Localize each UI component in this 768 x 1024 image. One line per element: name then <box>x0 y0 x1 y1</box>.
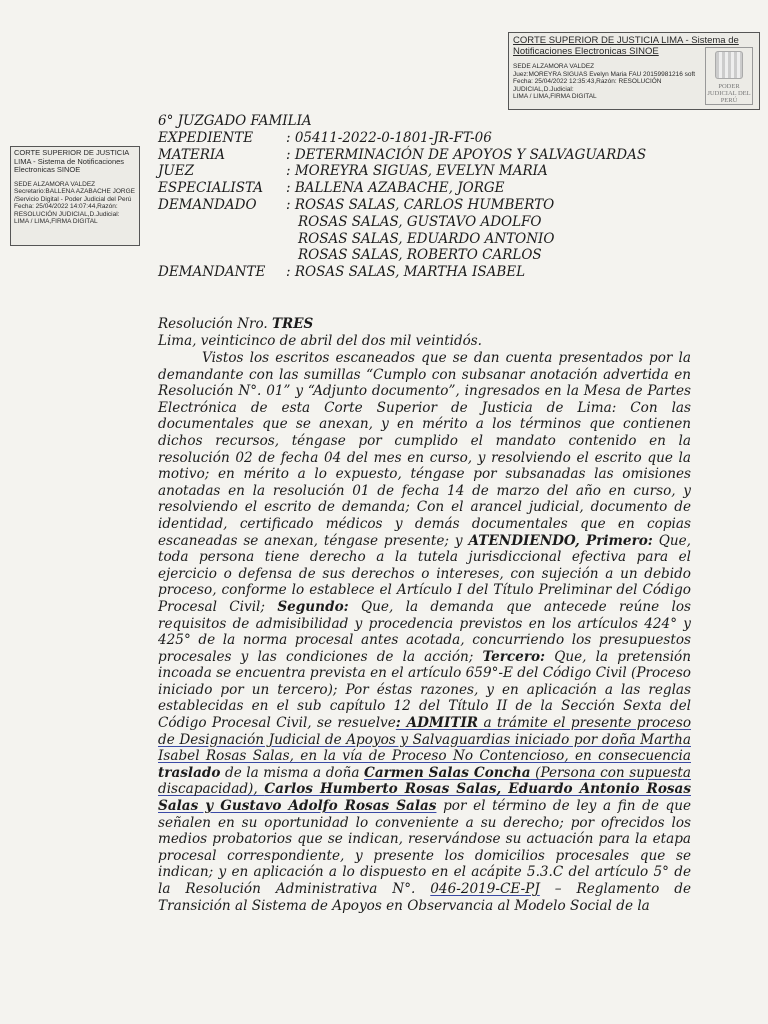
header-value: : MOREYRA SIGUAS, EVELYN MARIA <box>286 163 548 180</box>
header-row-demandado-cont <box>158 247 718 264</box>
body-bold: Segundo: <box>277 598 349 615</box>
header-row-juez <box>158 163 718 180</box>
stamp-line: Fecha: 25/04/2022 12:35:43,Razón: RESOLUCIÓN JUDICIAL,D.Judicial: <box>513 78 662 93</box>
header-value: : BALLENA AZABACHE, JORGE <box>286 180 505 197</box>
poder-judicial-logo <box>705 47 753 105</box>
header-label: EXPEDIENTE <box>158 129 254 146</box>
resolution-label: Resolución Nro. <box>158 316 268 332</box>
body-bold-admitir: : ADMITIR <box>395 715 479 732</box>
body-bold-traslado: traslado <box>158 764 221 781</box>
header-label: DEMANDANTE <box>158 264 266 281</box>
stamp-line: SEDE ALZAMORA VALDEZ <box>513 63 595 70</box>
header-row-demandante <box>158 264 718 281</box>
crest-icon <box>715 51 743 79</box>
header-label: JUEZ <box>158 163 195 180</box>
header-label: ESPECIALISTA <box>158 180 264 197</box>
header-value: ROSAS SALAS, EDUARDO ANTONIO <box>298 230 555 247</box>
body-text: Que, la demanda que antecede reúne los requisitos de admisibilidad y procedencia previstos en los artículos 424° y 425° de la norma procesal antes acotada, concurriendo los presupuestos procesales y las condiciones de la acción; <box>158 598 691 665</box>
body-text: Que, la pretensión incoada se encuentra prevista en el artículo 659°-E del Código Civil (Proceso iniciado por un tercero); Por éstas razones, y en aplicación a las reglas establecidas en el sub capítulo 12 del Título II de la Sección Sexta del Código Procesal Civil, se resuelve <box>158 648 691 732</box>
body-text-ra-number: 046-2019-CE-PJ <box>430 881 540 897</box>
stamp-line: Secretario:BALLENA AZABACHE JORGE /Servicio Digital - Poder Judicial del Perú <box>14 188 136 203</box>
stamp-details <box>513 63 713 101</box>
header-value: : DETERMINACIÓN DE APOYOS Y SALVAGUARDAS <box>286 146 647 163</box>
body-text-underlined: a trámite el presente proceso de Designación Judicial de Apoyos y Salvaguardias iniciado por doña Martha Isabel Rosas Salas, en la vía de Proceso No Contencioso, en consecuencia <box>158 715 692 765</box>
header-row-materia <box>158 147 718 164</box>
stamp-line: Juez:MOREYRA SIGUAS Evelyn Maria FAU 20159981216 soft <box>513 70 696 78</box>
digital-signature-stamp-secretary <box>10 146 140 246</box>
resolution-heading <box>158 316 718 350</box>
stamp-line: SEDE ALZAMORA VALDEZ <box>14 180 96 188</box>
header-row-demandado <box>158 197 718 214</box>
resolution-number-line <box>158 316 718 333</box>
header-row-especialista <box>158 180 718 197</box>
body-bold-carmen: Carmen Salas Concha <box>364 764 531 781</box>
stamp-line: Fecha: 25/04/2022 14:07:44,Razón: RESOLUCIÓN JUDICIAL,D.Judicial: LIMA / LIMA,FIRMA DIGITAL <box>14 203 120 225</box>
header-value: : ROSAS SALAS, MARTHA ISABEL <box>286 264 526 281</box>
body-bold: Tercero: <box>482 648 546 665</box>
header-label: DEMANDADO <box>158 196 257 213</box>
header-label: MATERIA <box>158 146 225 163</box>
header-value: : 05411-2022-0-1801-JR-FT-06 <box>286 129 492 146</box>
body-text: Que, toda persona tiene derecho a la tutela jurisdiccional efectiva para el ejercicio o defensa de sus derechos o intereses, con sujeción a un debido proceso, conforme lo establece el Artículo I del Título Preliminar del Código Procesal Civil; <box>158 532 691 615</box>
header-row-demandado-cont <box>158 214 718 231</box>
logo-text: PODER JUDICIAL DEL PERÚ <box>707 83 751 104</box>
resolution-body <box>158 350 691 914</box>
body-text-underlined: (Persona con supuesta discapacidad), <box>158 764 691 798</box>
stamp-line: LIMA / LIMA,FIRMA DIGITAL <box>513 93 597 100</box>
body-text: por el término de ley a fin de que señalen en su oportunidad lo conveniente a su derecho; por ofrecidos los medios probatorios que se indican, reservándose su actuación para la etapa procesal correspondiente, y presente los domicilios procesales que se indican; y en aplicación a lo dispuesto en el acápite 5.3.C del artículo 5° de la Resolución Administrativa N°. <box>158 798 692 897</box>
header-value: : ROSAS SALAS, CARLOS HUMBERTO <box>286 196 555 213</box>
body-text: – Reglamento de Transición al Sistema de Apoyos en Observancia al Modelo Social de la <box>158 881 692 914</box>
stamp-title: CORTE SUPERIOR DE JUSTICIA LIMA - Sistema de Notificaciones Electronicas SINOE <box>14 148 129 174</box>
court-name: 6° JUZGADO FAMILIA <box>158 113 312 129</box>
header-value: ROSAS SALAS, GUSTAVO ADOLFO <box>298 213 542 230</box>
resolution-number: TRES <box>271 316 314 332</box>
body-text: Vistos los escritos escaneados que se dan cuenta presentados por la demandante con las sumillas “Cumplo con subsanar anotación advertida en Resolución N°. 01” y “Adjunto documento”, ingresados en la Mesa de Partes Electrónica de esta Corte Superior de Justicia de Lima: Con las documentales que se anexan, y en mérito a los términos que contienen dichos recursos, téngase por cumplido el mandato contenido en la resolución 02 de fecha 04 del mes en curso, y resolviendo el escrito que la motivo; en mérito a lo expuesto, téngase por subsanadas las omisiones anotadas en la resolución 01 de fecha 14 de marzo del año en curso, y resolviendo el escrito de demanda; Con el arancel judicial, documento de identidad, certificado médicos y demás documentales que en copias escaneadas se anexan, téngase presente; y <box>158 350 691 549</box>
stamp-details <box>14 181 136 226</box>
body-text: de la misma a doña <box>220 764 364 781</box>
header-row-demandado-cont <box>158 231 718 248</box>
body-bold: ATENDIENDO, Primero: <box>468 532 653 549</box>
digital-signature-stamp-judge <box>508 32 760 110</box>
resolution-date: Lima, veinticinco de abril del dos mil veintidós. <box>158 332 482 349</box>
body-bold-hijos: Carlos Humberto Rosas Salas, Eduardo Antonio Rosas Salas y Gustavo Adolfo Rosas Salas <box>158 781 691 815</box>
case-header <box>158 113 718 281</box>
stamp-title: CORTE SUPERIOR DE JUSTICIA LIMA - Sistema de Notificaciones Electronicas SINOE <box>513 35 739 57</box>
header-value: ROSAS SALAS, ROBERTO CARLOS <box>298 247 542 264</box>
header-row-expediente <box>158 130 718 147</box>
